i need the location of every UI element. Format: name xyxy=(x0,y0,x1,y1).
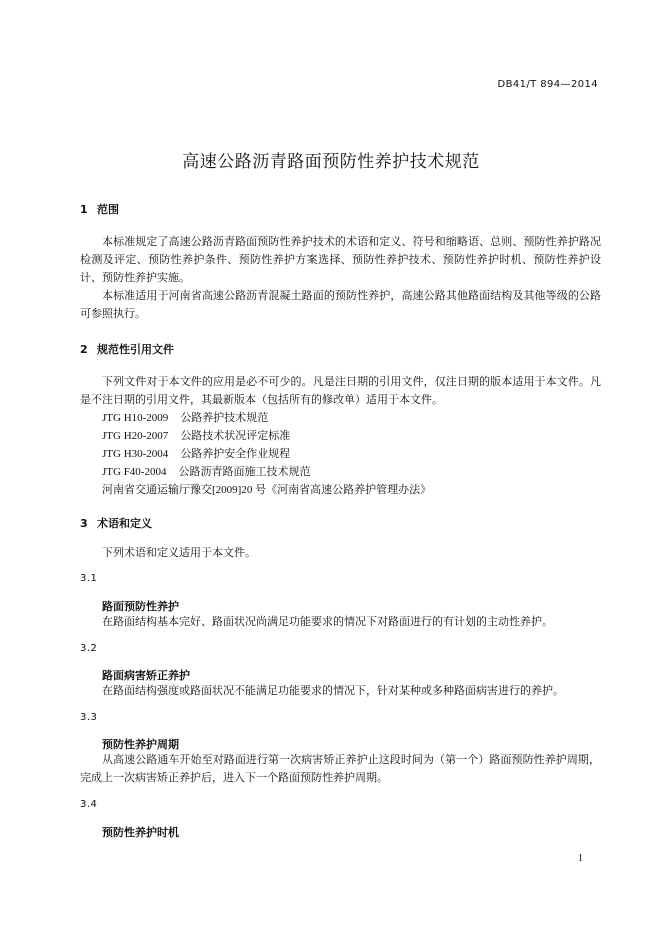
term-number: 3.4 xyxy=(80,799,98,810)
scope-paragraph-2: 本标准适用于河南省高速公路沥青混凝土路面的预防性养护，高速公路其他路面结构及其他等级的公路可参照执行。 xyxy=(80,290,601,320)
reference-code: JTG H10-2009 xyxy=(102,412,169,424)
section-heading-3 xyxy=(80,515,152,531)
section-title: 规范性引用文件 xyxy=(97,343,174,356)
reference-code: JTG F40-2004 xyxy=(102,466,167,478)
reference-item xyxy=(102,427,290,445)
reference-item xyxy=(102,445,290,463)
term-number: 3.2 xyxy=(80,643,98,654)
reference-name: 公路养护技术规范 xyxy=(180,412,269,424)
document-number: DB41/T 894—2014 xyxy=(497,79,598,90)
reference-item-extra: 河南省交通运输厅豫交[2009]20 号《河南省高速公路养护管理办法》 xyxy=(102,484,432,496)
section-title: 术语和定义 xyxy=(97,517,152,530)
term-number: 3.1 xyxy=(80,573,98,584)
reference-item xyxy=(102,463,310,481)
reference-code: JTG H30-2004 xyxy=(102,448,169,460)
term-title: 预防性养护时机 xyxy=(102,826,179,839)
section-number: 2 xyxy=(80,343,88,356)
reference-code: JTG H20-2007 xyxy=(102,430,169,442)
section-title: 范围 xyxy=(97,203,119,216)
reference-item xyxy=(102,409,268,427)
section-number: 1 xyxy=(80,203,88,216)
section-heading-1 xyxy=(80,201,119,217)
term-definition: 从高速公路通车开始至对路面进行第一次病害矫正养护止这段时间为（第一个）路面预防性养护周期，完成上一次病害矫正养护后，进入下一个路面预防性养护周期。 xyxy=(80,754,600,784)
term-definition: 在路面结构强度或路面状况不能满足功能要求的情况下，针对某种或多种路面病害进行的养护。 xyxy=(102,685,564,697)
section-heading-2 xyxy=(80,341,174,357)
reference-name: 公路沥青路面施工技术规范 xyxy=(178,466,311,478)
reference-name: 公路养护安全作业规程 xyxy=(180,448,291,460)
page-number: 1 xyxy=(578,853,583,864)
page-title: 高速公路沥青路面预防性养护技术规范 xyxy=(182,152,480,172)
term-title: 预防性养护周期 xyxy=(102,738,179,751)
section-number: 3 xyxy=(80,517,88,530)
scope-paragraph-1: 本标准规定了高速公路沥青路面预防性养护技术的术语和定义、符号和缩略语、总则、预防性养护路况检测及评定、预防性养护条件、预防性养护方案选择、预防性养护技术、预防性养护时机、预防性养护设计、预防性养护实施。 xyxy=(80,236,601,284)
term-definition: 在路面结构基本完好、路面状况尚满足功能要求的情况下对路面进行的有计划的主动性养护。 xyxy=(102,616,553,628)
reference-name: 公路技术状况评定标准 xyxy=(180,430,291,442)
term-title: 路面病害矫正养护 xyxy=(102,669,190,682)
term-title: 路面预防性养护 xyxy=(102,600,179,613)
terms-intro: 下列术语和定义适用于本文件。 xyxy=(102,547,256,559)
term-number: 3.3 xyxy=(80,712,98,723)
normative-intro: 下列文件对于本文件的应用是必不可少的。凡是注日期的引用文件，仅注日期的版本适用于本文件。凡是不注日期的引用文件，其最新版本（包括所有的修改单）适用于本文件。 xyxy=(80,376,601,406)
